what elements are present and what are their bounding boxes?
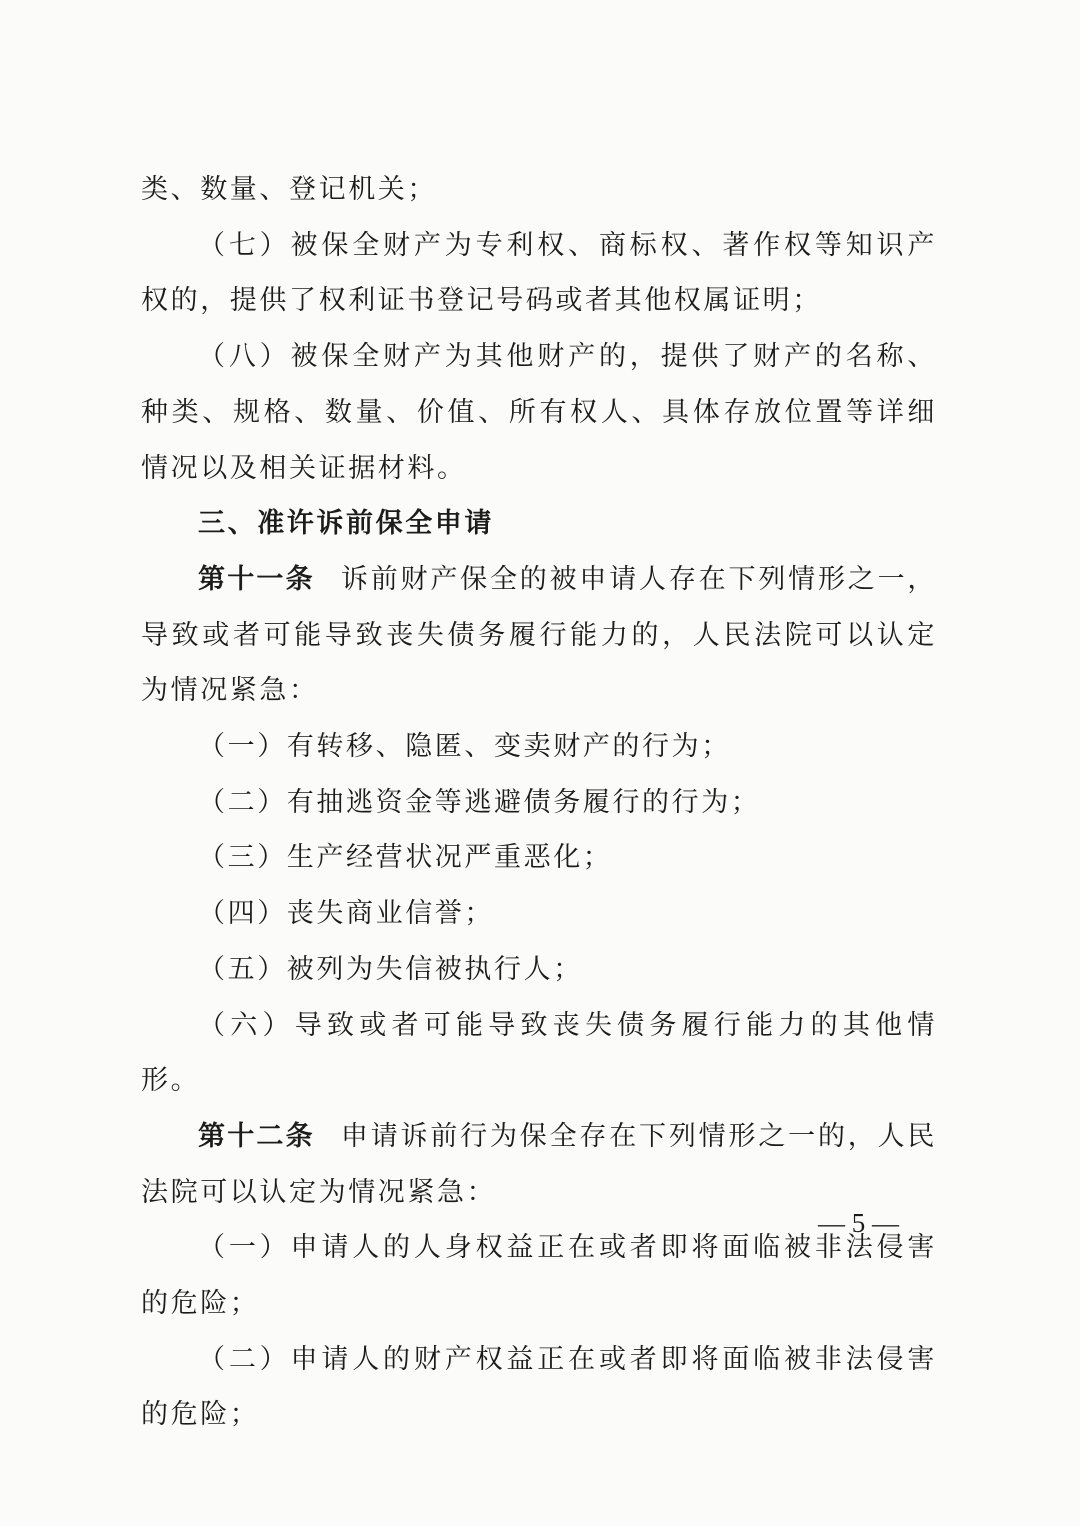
article-12: [141, 1109, 937, 1220]
article-12-text: 申请诉前行为保全存在下列情形之一的，人民法院可以认定为情况紧急：: [141, 1120, 938, 1208]
page-number: — 5 —: [818, 1208, 899, 1238]
list-item-7: （七）被保全财产为专利权、商标权、著作权等知识产权的，提供了权利证书登记号码或者其他权属证明；: [141, 229, 937, 317]
article-12-number: 第十二条: [198, 1120, 315, 1152]
document-body: [141, 162, 937, 1443]
article-11-item-6: （六）导致或者可能导致丧失债务履行能力的其他情形。: [141, 1009, 937, 1097]
list-item-8: （八）被保全财产为其他财产的，提供了财产的名称、种类、规格、数量、价值、所有权人、具体存放位置等详细情况以及相关证据材料。: [141, 341, 937, 484]
article-11-item-3: （三）生产经营状况严重恶化；: [198, 842, 613, 874]
article-12-item-1: （一）申请人的人身权益正在或者即将面临被非法侵害的危险；: [141, 1232, 937, 1320]
article-11: [141, 552, 937, 719]
article-11-item-5: （五）被列为失信被执行人；: [198, 953, 583, 985]
article-11-number: 第十一条: [198, 563, 315, 595]
article-11-item-4: （四）丧失商业信誉；: [198, 898, 494, 930]
paragraph-continuation: 类、数量、登记机关；: [141, 174, 437, 205]
article-11-item-2: （二）有抽逃资金等逃避债务履行的行为；: [198, 786, 761, 818]
article-11-item-1: （一）有转移、隐匿、变卖财产的行为；: [198, 731, 731, 763]
article-12-item-2: （二）申请人的财产权益正在或者即将面临被非法侵害的危险；: [141, 1343, 937, 1431]
article-11-text: 诉前财产保全的被申请人存在下列情形之一，导致或者可能导致丧失债务履行能力的，人民法院可以认定为情况紧急：: [141, 563, 938, 707]
section-heading: 三、准许诉前保全申请: [198, 508, 494, 540]
